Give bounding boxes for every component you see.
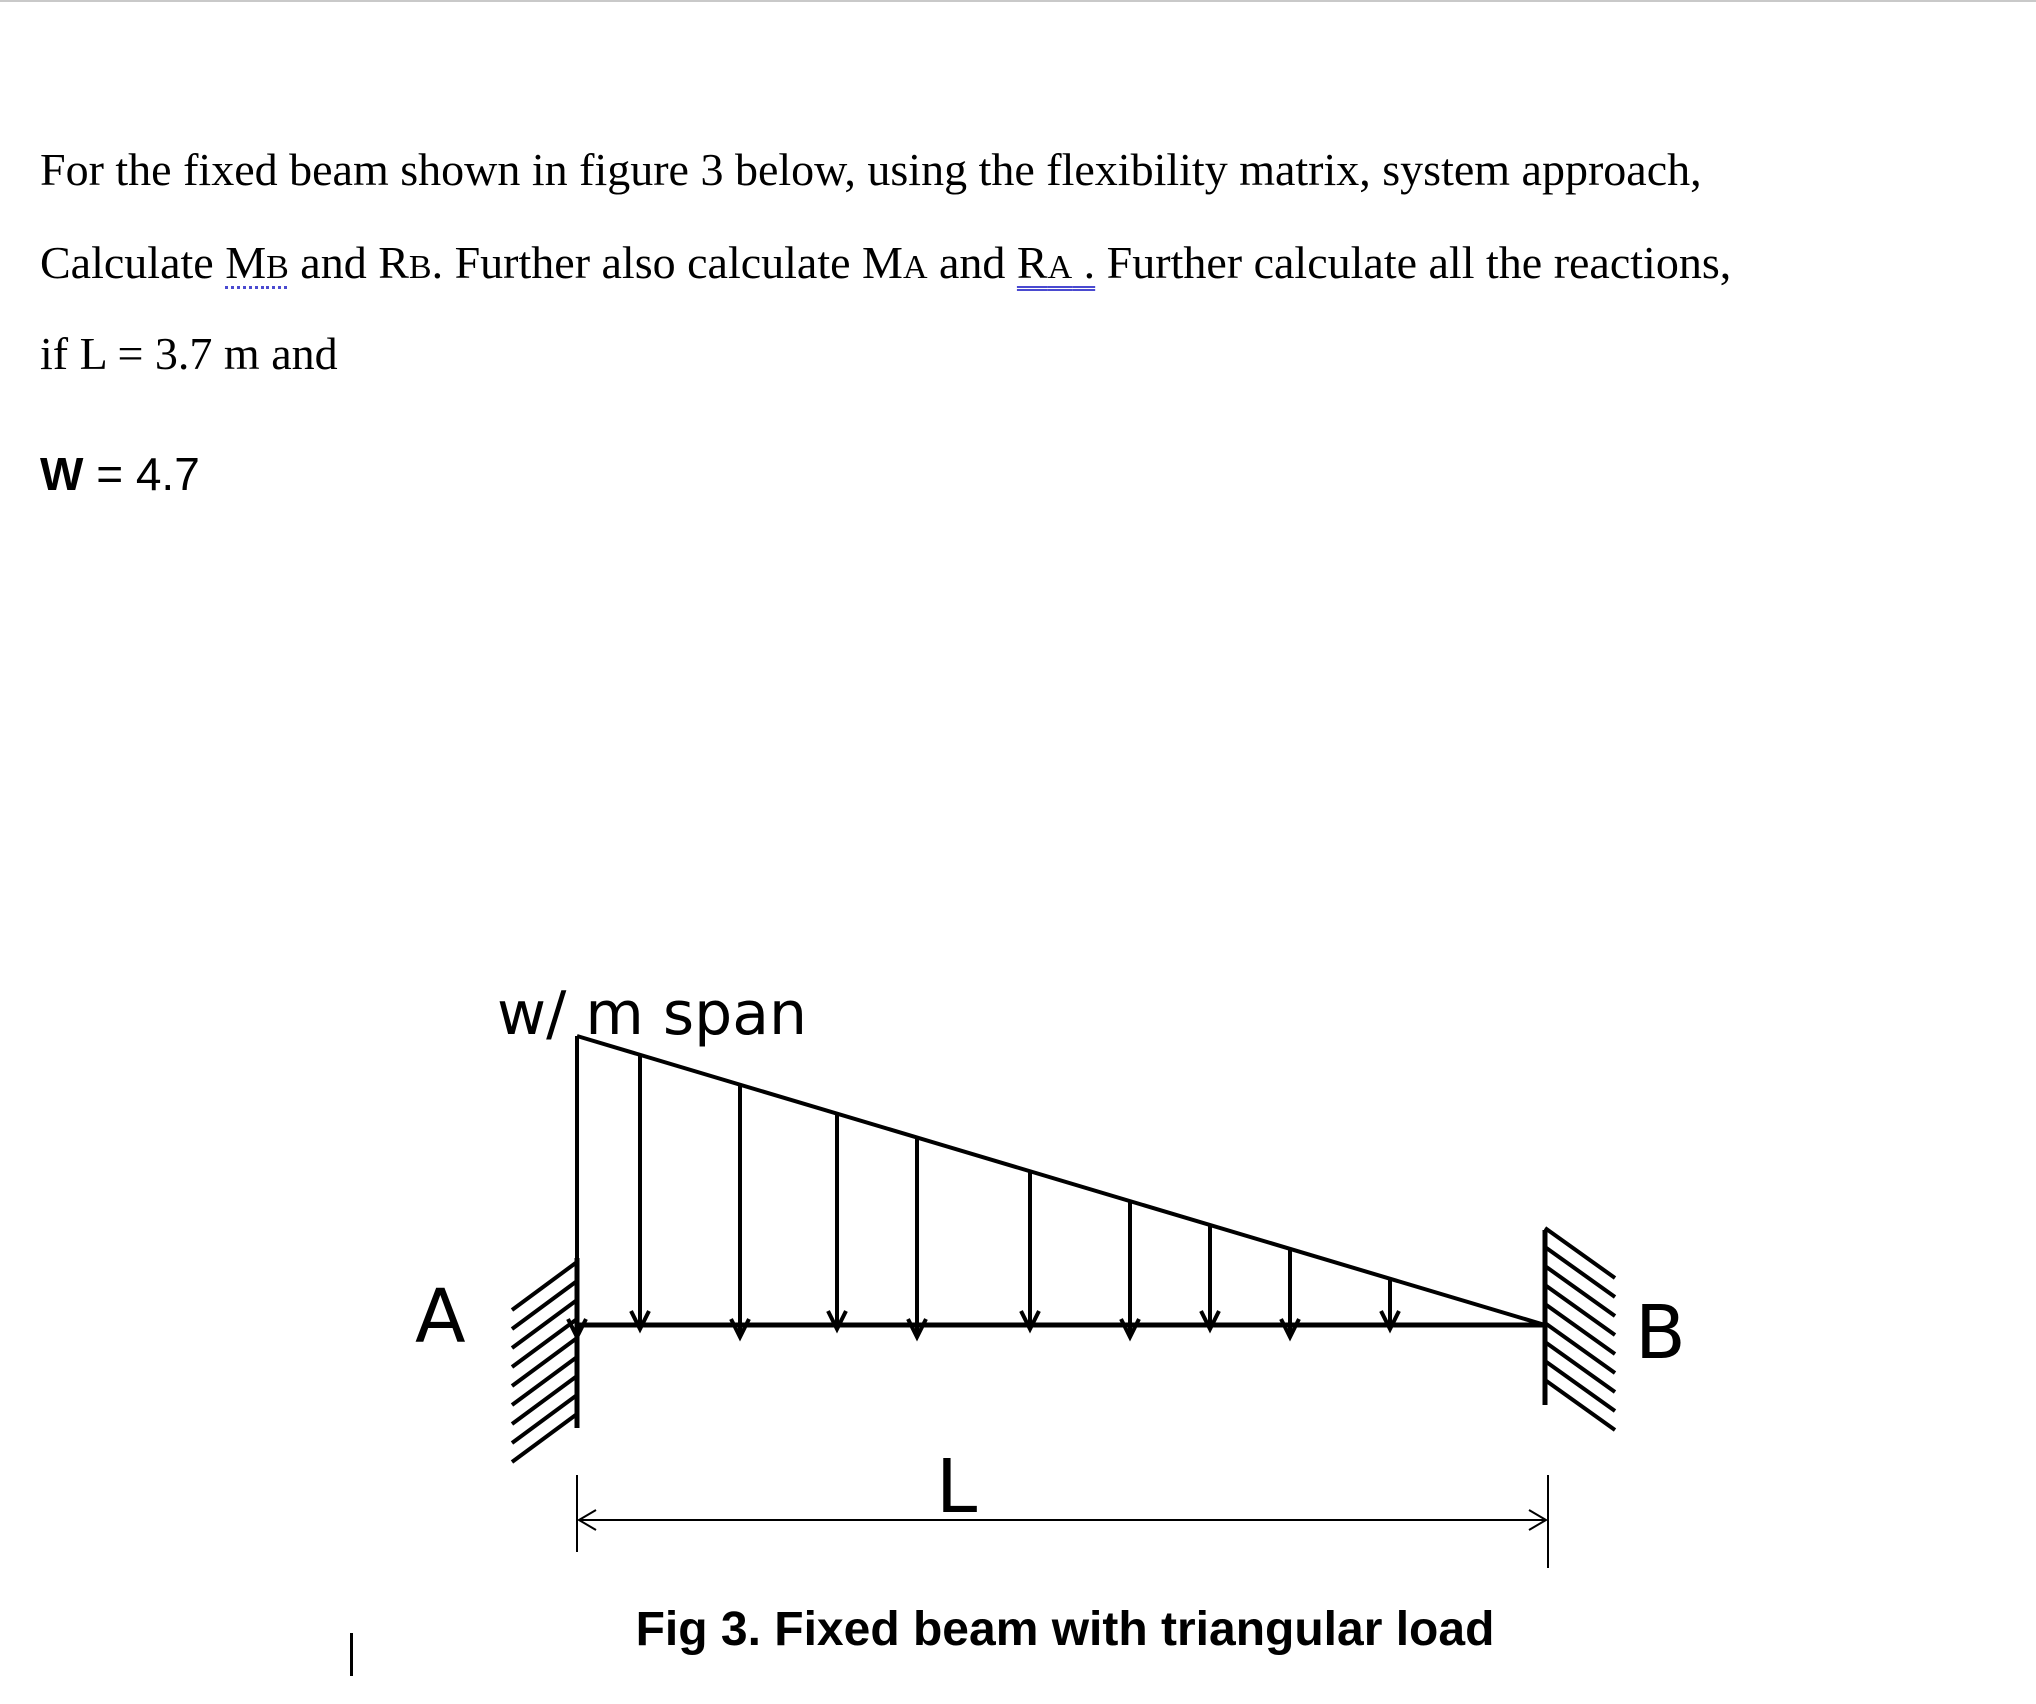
load-slope-line: [577, 1036, 1545, 1325]
text-and: and: [927, 237, 1017, 288]
span-dimension: [577, 1475, 1548, 1568]
left-support-hatching: [512, 1262, 577, 1462]
right-support-hatching: [1545, 1228, 1615, 1430]
subscript-a-2: A: [1047, 249, 1073, 286]
figure-caption: Fig 3. Fixed beam with triangular load: [635, 1603, 1495, 1656]
span-label: L: [936, 1444, 978, 1530]
w-symbol: W: [40, 448, 84, 500]
support-label-a: A: [415, 1274, 466, 1360]
load-label: w/ m span: [497, 979, 808, 1049]
subscript-b-2: B: [408, 249, 432, 286]
moment-b-symbol: MB: [225, 237, 289, 288]
text-calculate: Calculate: [40, 237, 226, 288]
triangular-load: [577, 1036, 1545, 1325]
text-cursor: [350, 1633, 353, 1676]
left-fixed-support: [512, 1258, 577, 1462]
subscript-b: B: [266, 249, 289, 286]
support-label-b: B: [1635, 1290, 1686, 1376]
problem-line-1: For the fixed beam shown in figure 3 below, using the flexibility matrix, system approach,: [40, 144, 1702, 195]
text-further-calculate: Further calculate all the reactions,: [1095, 237, 1732, 288]
text-and-rb: and R: [288, 237, 409, 288]
problem-line-3: if L = 3.7 m and: [40, 328, 338, 379]
text-further-also: . Further also calculate M: [431, 237, 903, 288]
load-arrows: [568, 1036, 1399, 1337]
reaction-a-symbol: RA .: [1016, 237, 1096, 288]
w-value: = 4.7: [83, 448, 200, 500]
right-fixed-support: [1545, 1228, 1615, 1430]
subscript-a: A: [902, 249, 928, 286]
